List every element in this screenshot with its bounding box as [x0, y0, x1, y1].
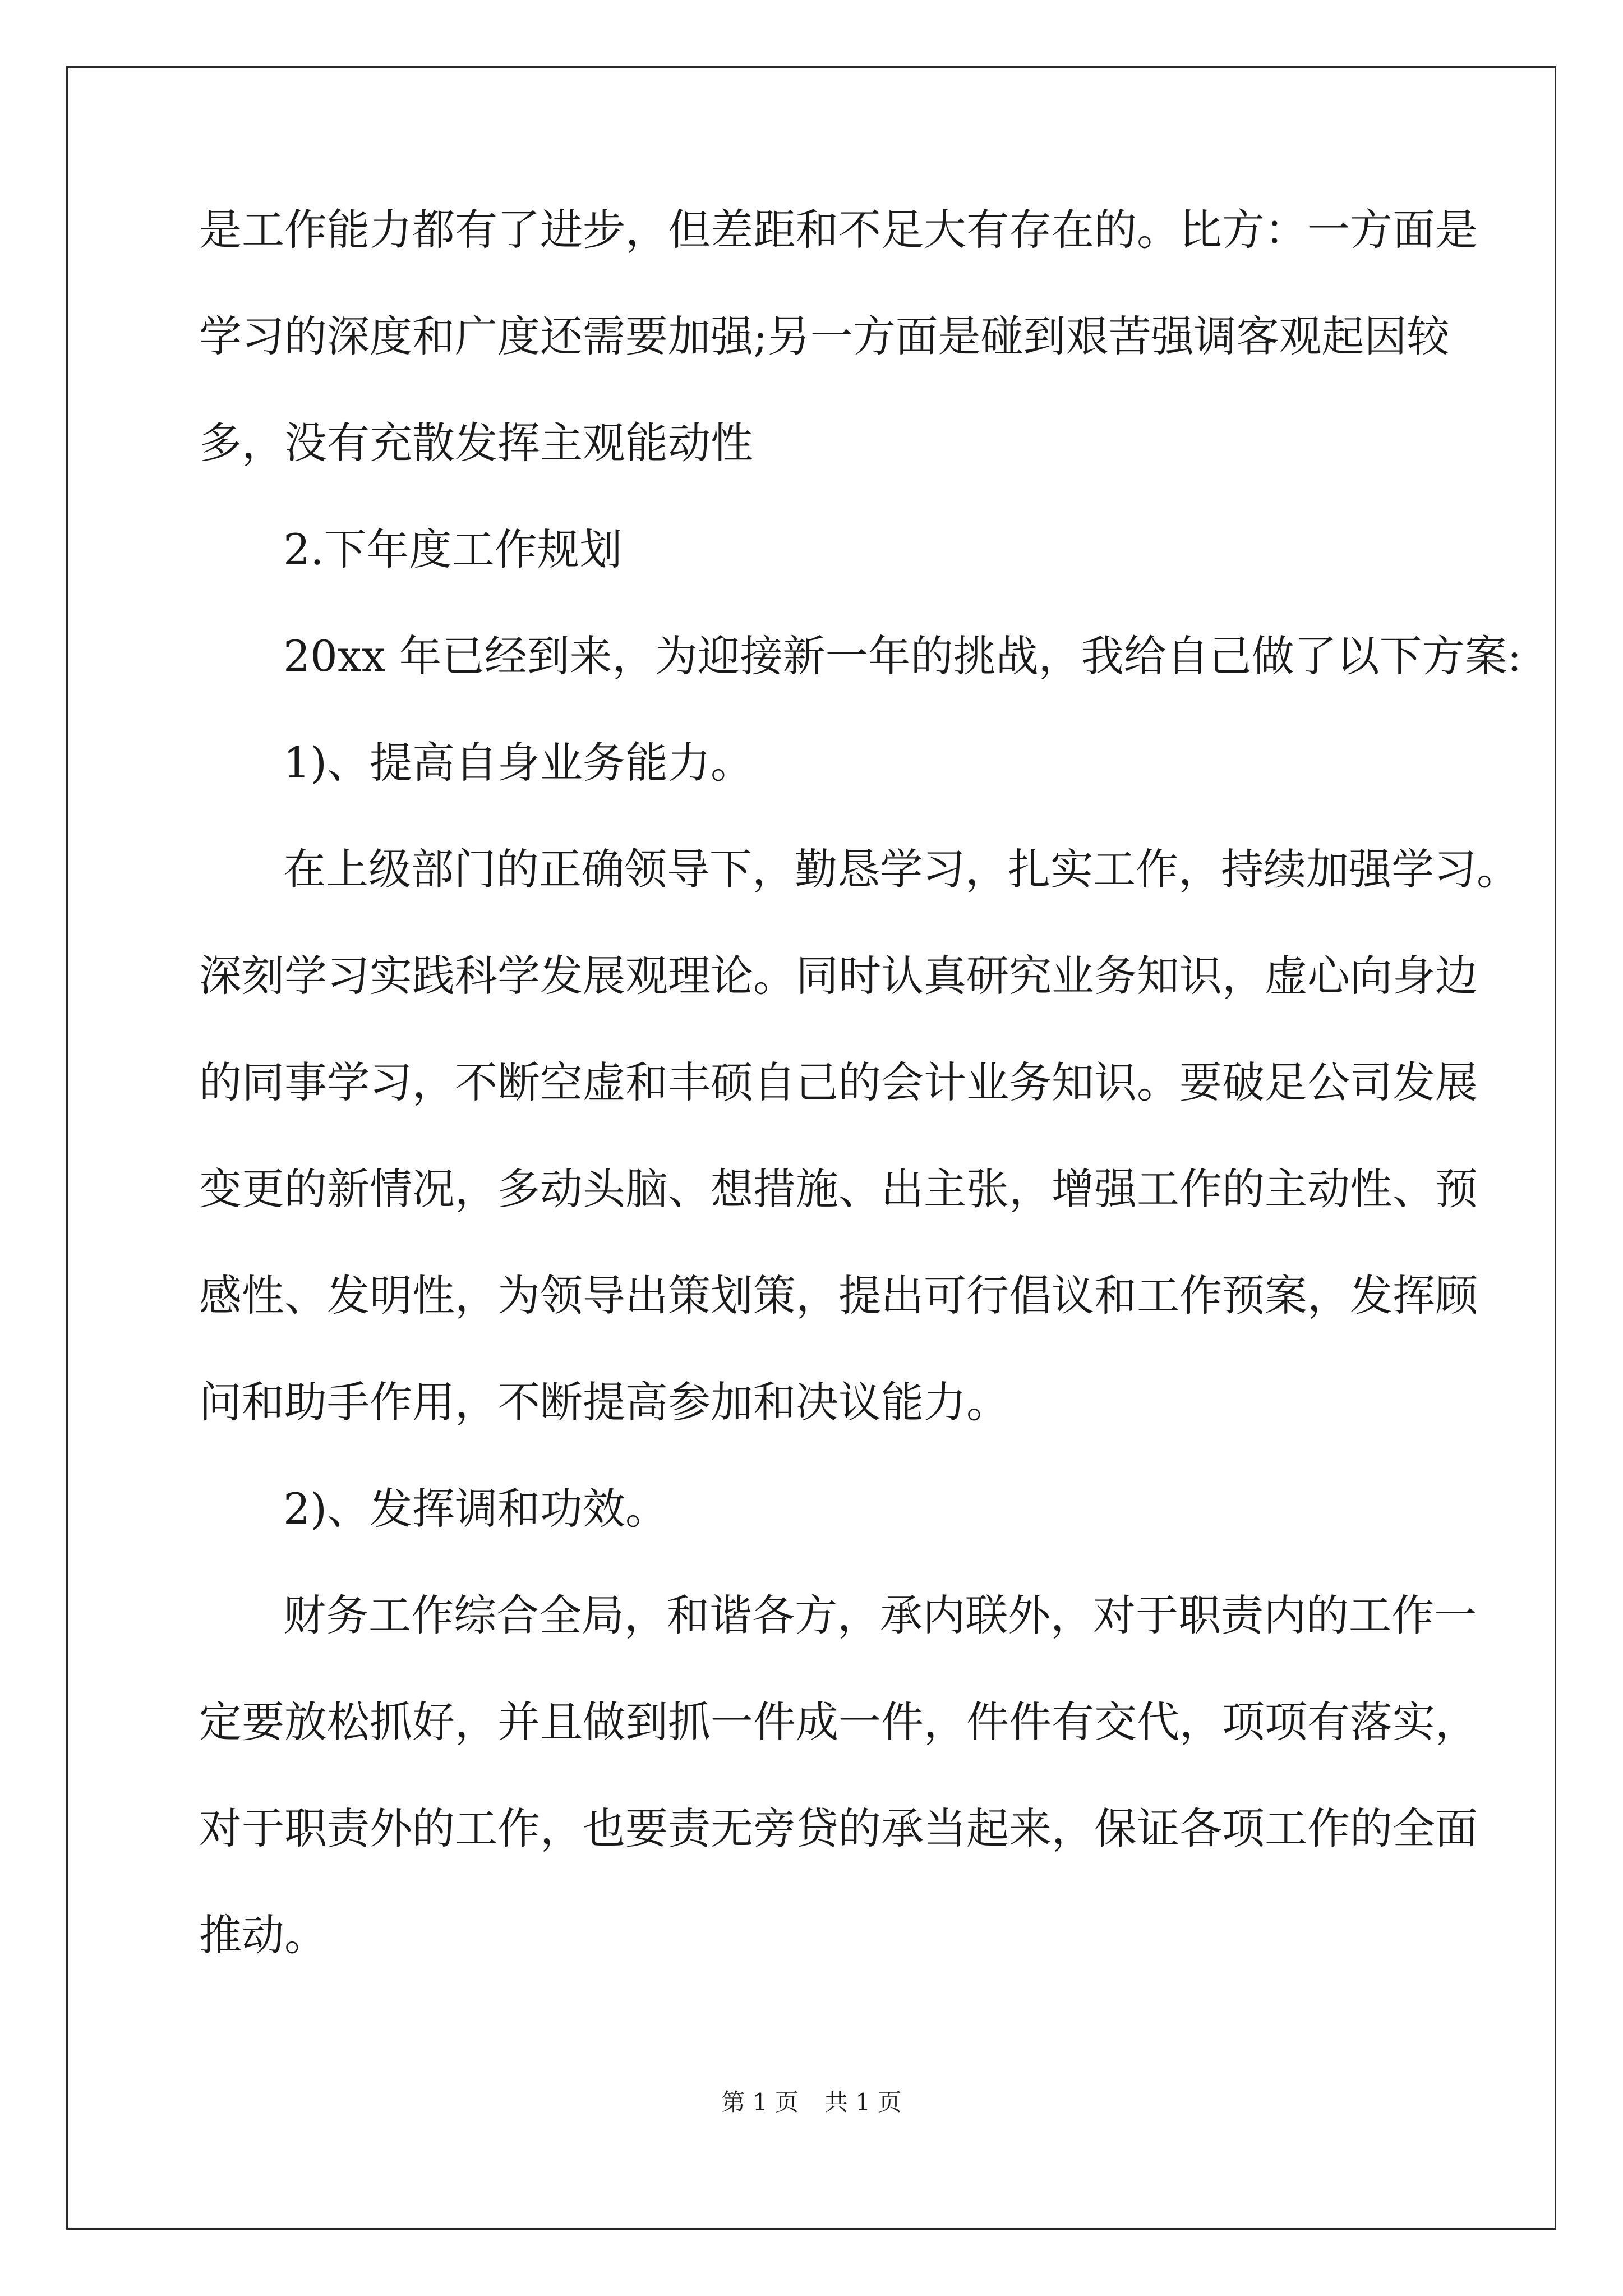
text-line: 财务工作综合全局，和谐各方，承内联外，对于职责内的工作一: [283, 1590, 1477, 1640]
text-line: 变更的新情况，多动头脑、想措施、出主张，增强工作的主动性、预: [199, 1164, 1478, 1214]
text-line: 多，没有充散发挥主观能动性: [199, 418, 753, 468]
page-total: 共 1 页: [824, 2088, 902, 2116]
page-footer: [0, 2086, 1623, 2119]
subsection-heading: 1)、提高自身业务能力。: [283, 738, 754, 788]
text-line: 问和助手作用，不断提高参加和决议能力。: [199, 1377, 1009, 1427]
text-line: 20xx 年已经到来，为迎接新一年的挑战，我给自己做了以下方案:: [283, 631, 1522, 681]
page-number: 第 1 页: [721, 2088, 799, 2116]
text-line: 感性、发明性，为领导出策划策，提出可行倡议和工作预案，发挥顾: [199, 1271, 1478, 1320]
page-border: [66, 66, 1556, 2230]
text-line: 学习的深度和广度还需要加强;另一方面是碰到艰苦强调客观起因较: [199, 311, 1450, 361]
text-line: 是工作能力都有了进步，但差距和不足大有存在的。比方：一方面是: [199, 205, 1478, 255]
text-line: 深刻学习实践科学发展观理论。同时认真研究业务知识，虚心向身边: [199, 951, 1478, 1001]
text-line: 定要放松抓好，并且做到抓一件成一件，件件有交代，项项有落实，: [199, 1697, 1478, 1747]
subsection-heading: 2)、发挥调和功效。: [283, 1484, 668, 1534]
section-heading: 2.下年度工作规划: [283, 524, 623, 574]
text-line: 对于职责外的工作，也要责无旁贷的承当起来，保证各项工作的全面: [199, 1803, 1478, 1853]
text-line: 的同事学习，不断空虚和丰硕自己的会计业务知识。要破足公司发展: [199, 1057, 1478, 1107]
text-line: 在上级部门的正确领导下，勤恳学习，扎实工作，持续加强学习。: [283, 844, 1519, 894]
text-line: 推动。: [199, 1910, 327, 1960]
